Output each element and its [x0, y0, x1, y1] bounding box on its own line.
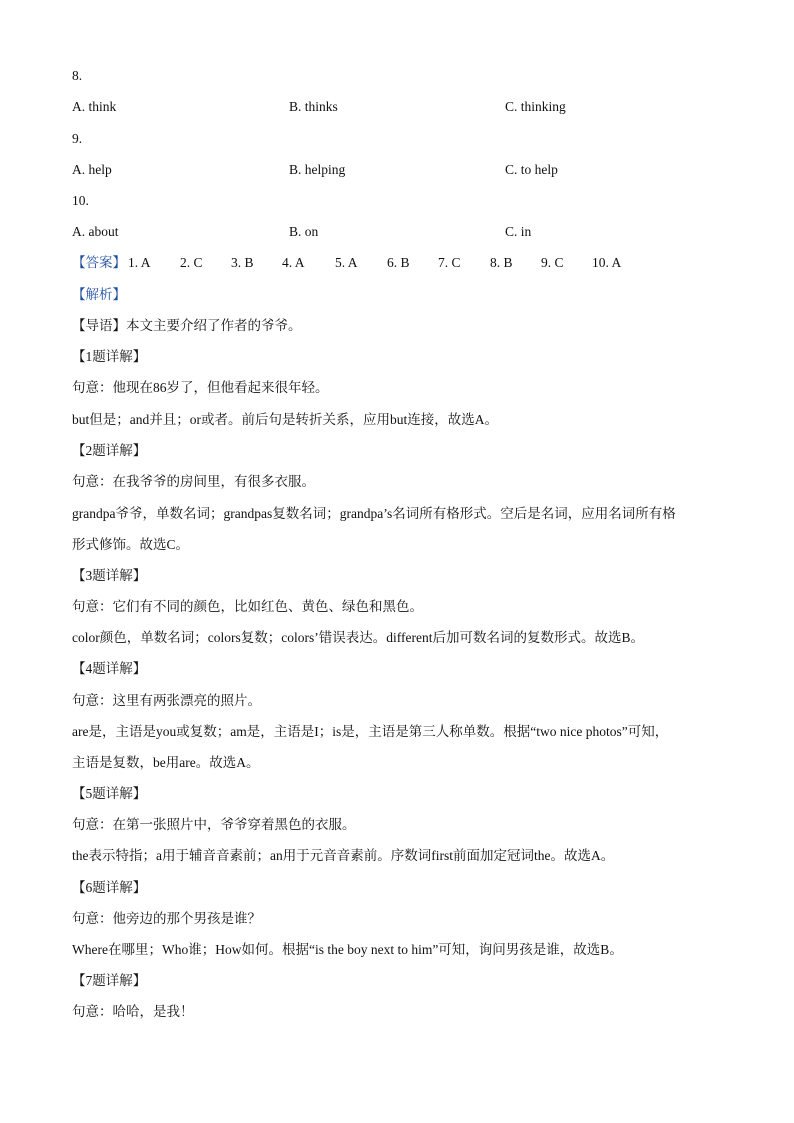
analysis-label: 【解析】 — [72, 287, 126, 302]
detail-line: color颜色，单数名词；colors复数；colors’错误表达。different后加可数名词的复数形式。故选B。 — [72, 630, 644, 645]
option-c: C. in — [505, 224, 532, 239]
answer-item: 4. A — [282, 255, 305, 270]
question-number: 9. — [72, 131, 83, 146]
detail-line: 句意：在第一张照片中，爷爷穿着黑色的衣服。 — [72, 817, 356, 832]
option-c: C. to help — [505, 162, 558, 177]
option-b: B. helping — [289, 162, 346, 177]
answer-item: 8. B — [490, 255, 513, 270]
detail-heading: 【4题详解】 — [72, 661, 147, 676]
answer-item: 7. C — [438, 255, 461, 270]
option-c: C. thinking — [505, 99, 566, 114]
detail-heading: 【2题详解】 — [72, 443, 147, 458]
detail-line: but但是；and并且；or或者。前后句是转折关系，应用but连接，故选A。 — [72, 412, 498, 427]
detail-line: 形式修饰。故选C。 — [72, 537, 190, 552]
detail-heading: 【5题详解】 — [72, 786, 147, 801]
detail-heading: 【3题详解】 — [72, 568, 147, 583]
option-b: B. on — [289, 224, 319, 239]
question-number: 8. — [72, 68, 83, 83]
question-number: 10. — [72, 193, 89, 208]
detail-line: 句意：它们有不同的颜色，比如红色、黄色、绿色和黑色。 — [72, 599, 423, 614]
answer-item: 10. A — [592, 255, 622, 270]
detail-line: 句意：这里有两张漂亮的照片。 — [72, 693, 261, 708]
option-a: A. help — [72, 162, 112, 177]
detail-line: are是，主语是you或复数；am是，主语是I；is是，主语是第三人称单数。根据“two nice photos”可知， — [72, 724, 669, 739]
detail-line: 句意：他现在86岁了，但他看起来很年轻。 — [72, 380, 329, 395]
answer-item: 3. B — [231, 255, 254, 270]
guide-text: 【导语】本文主要介绍了作者的爷爷。 — [72, 318, 302, 333]
detail-line: 句意：哈哈，是我！ — [72, 1004, 194, 1019]
answer-label: 【答案】 — [72, 255, 126, 270]
detail-line: grandpa爷爷，单数名词；grandpas复数名词；grandpa’s名词所有格形式。空后是名词，应用名词所有格 — [72, 506, 676, 521]
option-a: A. about — [72, 224, 119, 239]
answer-item: 1. A — [128, 255, 151, 270]
detail-line: 句意：他旁边的那个男孩是谁？ — [72, 911, 261, 926]
detail-heading: 【7题详解】 — [72, 973, 147, 988]
option-b: B. thinks — [289, 99, 338, 114]
answer-item: 9. C — [541, 255, 564, 270]
answer-item: 5. A — [335, 255, 358, 270]
detail-line: the表示特指；a用于辅音音素前；an用于元音音素前。序数词first前面加定冠词the。故选A。 — [72, 848, 615, 863]
answer-item: 2. C — [180, 255, 203, 270]
option-a: A. think — [72, 99, 117, 114]
detail-heading: 【6题详解】 — [72, 880, 147, 895]
answer-item: 6. B — [387, 255, 410, 270]
detail-line: Where在哪里；Who谁；How如何。根据“is the boy next to him”可知，询问男孩是谁，故选B。 — [72, 942, 623, 957]
detail-line: 主语是复数，be用are。故选A。 — [72, 755, 260, 770]
detail-line: 句意：在我爷爷的房间里，有很多衣服。 — [72, 474, 315, 489]
answer-row — [72, 253, 621, 273]
detail-heading: 【1题详解】 — [72, 349, 147, 364]
